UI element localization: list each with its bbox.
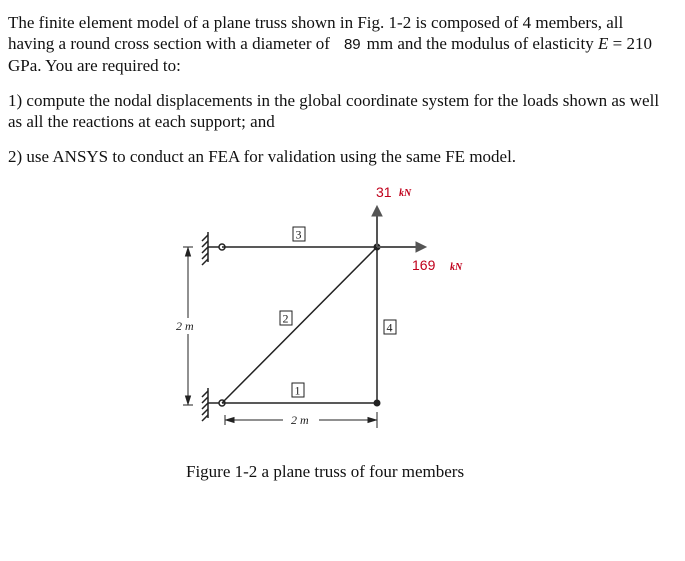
vertical-dimension-label: 2 m [176,319,194,333]
figure-caption: Figure 1-2 a plane truss of four members [186,462,465,481]
vertical-load-unit: kN [399,188,412,199]
member-label-1-text: 1 [294,383,301,398]
horizontal-load-unit: kN [450,262,463,273]
member-label-2-text: 2 [282,311,289,326]
member-label-2 [280,311,292,326]
diameter-value: 89 [343,36,361,53]
intro-text-1: The finite element model of a plane truss shown in Fig. 1-2 is composed of 4 members, all having a round cross section with a diameter of [8,13,624,53]
member-2 [222,247,377,403]
problem-intro [8,12,673,76]
node-bottom-right [374,400,381,407]
horizontal-load-arrow [377,242,426,252]
member-label-4-text: 4 [386,320,393,335]
horizontal-dimension-label: 2 m [291,413,309,427]
intro-text-2: mm and the modulus of elasticity [366,34,594,53]
member-label-4 [384,320,396,335]
vertical-load-value: 31 [376,184,392,200]
member-label-1 [292,383,304,398]
bottom-support [202,388,225,421]
member-label-3-text: 3 [295,227,302,242]
intro-text-3: = 210 GPa. You are required to: [8,34,652,75]
truss-figure [170,180,490,440]
task-2: 2) use ANSYS to conduct an FEA for validation using the same FE model. [8,147,517,166]
top-support [202,232,225,265]
vertical-load-arrow [372,206,382,247]
modulus-symbol: E [598,34,609,53]
horizontal-load-value: 169 [412,257,436,273]
task-1: 1) compute the nodal displacements in the global coordinate system for the loads shown as well as all the reactions at each support; and [8,91,660,131]
member-label-3 [293,227,305,242]
